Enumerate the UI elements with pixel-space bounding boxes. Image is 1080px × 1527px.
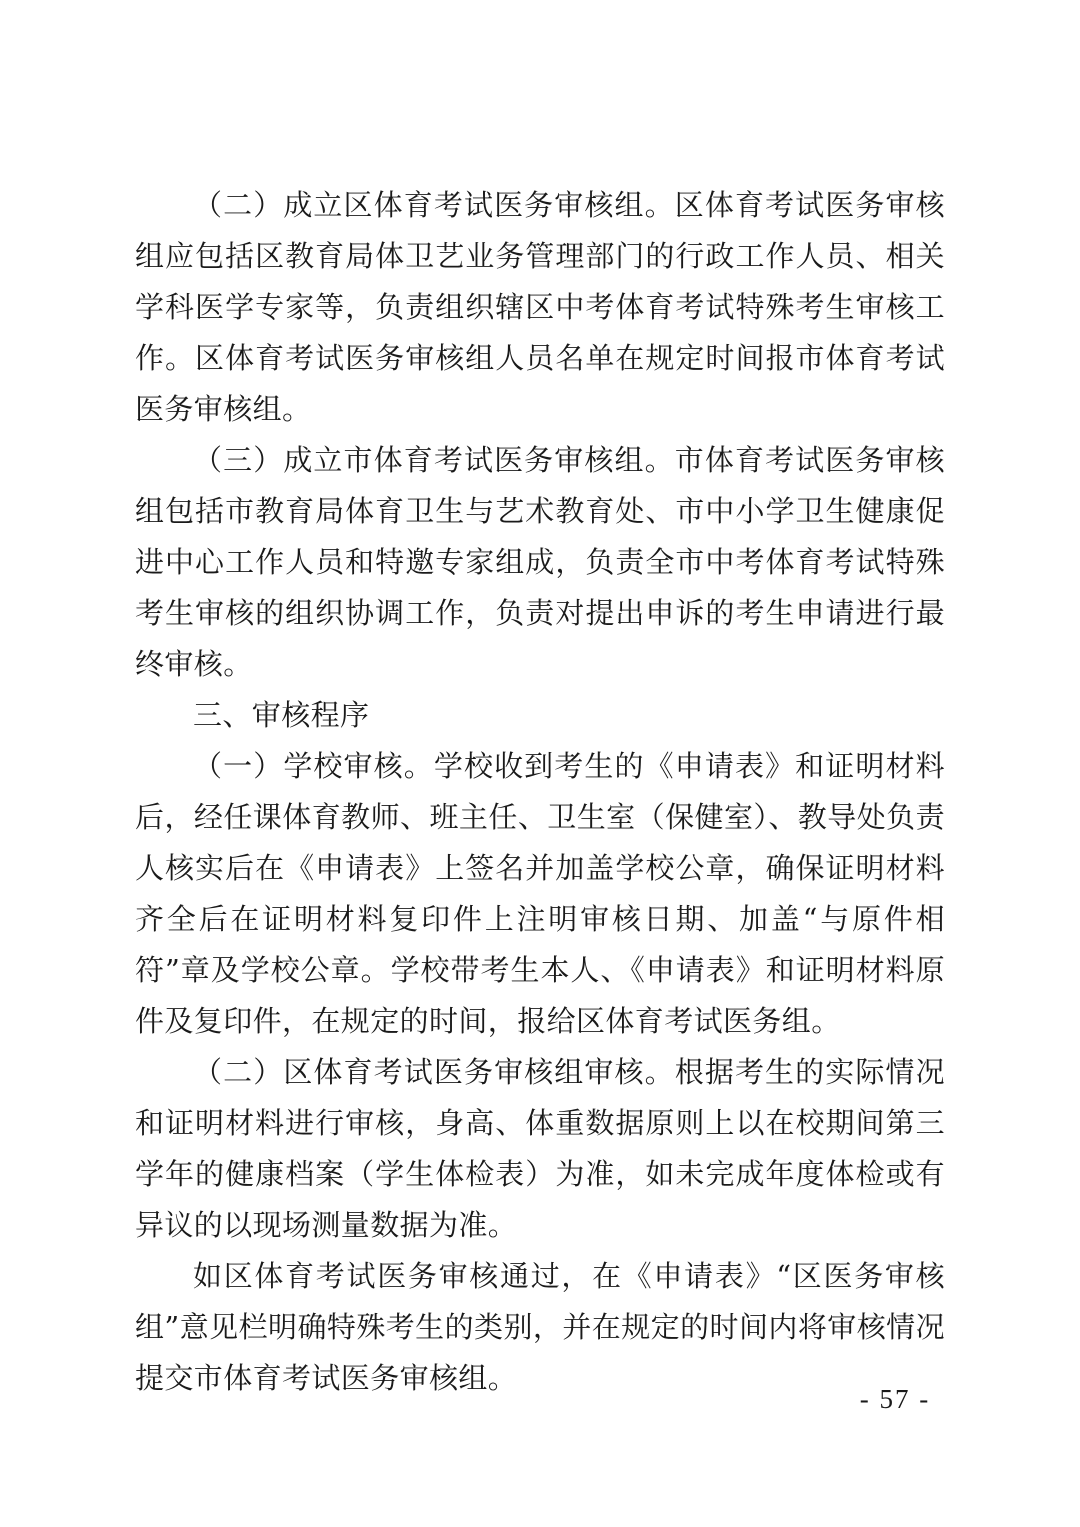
document-body bbox=[135, 180, 945, 1404]
paragraph-review-approval: 如区体育考试医务审核通过，在《申请表》“区医务审核组”意见栏明确特殊考生的类别，并在规定的时间内将审核情况提交市体育考试医务审核组。 bbox=[135, 1259, 945, 1395]
paragraph-school-review: （一）学校审核。学校收到考生的《申请表》和证明材料后，经任课体育教师、班主任、卫生室（保健室）、教导处负责人核实后在《申请表》上签名并加盖学校公章，确保证明材料齐全后在证明材料复印件上注明审核日期、加盖“与原件相符”章及学校公章。学校带考生本人、《申请表》和证明材料原件及复印件，在规定的时间，报给区体育考试医务组。 bbox=[135, 749, 945, 1038]
paragraph-district-group-review: （二）区体育考试医务审核组审核。根据考生的实际情况和证明材料进行审核，身高、体重数据原则上以在校期间第三学年的健康档案（学生体检表）为准，如未完成年度体检或有异议的以现场测量数据为准。 bbox=[135, 1055, 945, 1242]
paragraph-city-review-group: （三）成立市体育考试医务审核组。市体育考试医务审核组包括市教育局体育卫生与艺术教育处、市中小学卫生健康促进中心工作人员和特邀专家组成，负责全市中考体育考试特殊考生审核的组织协调工作，负责对提出申诉的考生申请进行最终审核。 bbox=[135, 443, 945, 681]
page-number: - 57 - bbox=[859, 1384, 931, 1414]
paragraph-district-review-group: （二）成立区体育考试医务审核组。区体育考试医务审核组应包括区教育局体卫艺业务管理部门的行政工作人员、相关学科医学专家等，负责组织辖区中考体育考试特殊考生审核工作。区体育考试医务审核组人员名单在规定时间报市体育考试医务审核组。 bbox=[135, 188, 945, 426]
section-heading-review-procedure: 三、审核程序 bbox=[193, 698, 370, 732]
